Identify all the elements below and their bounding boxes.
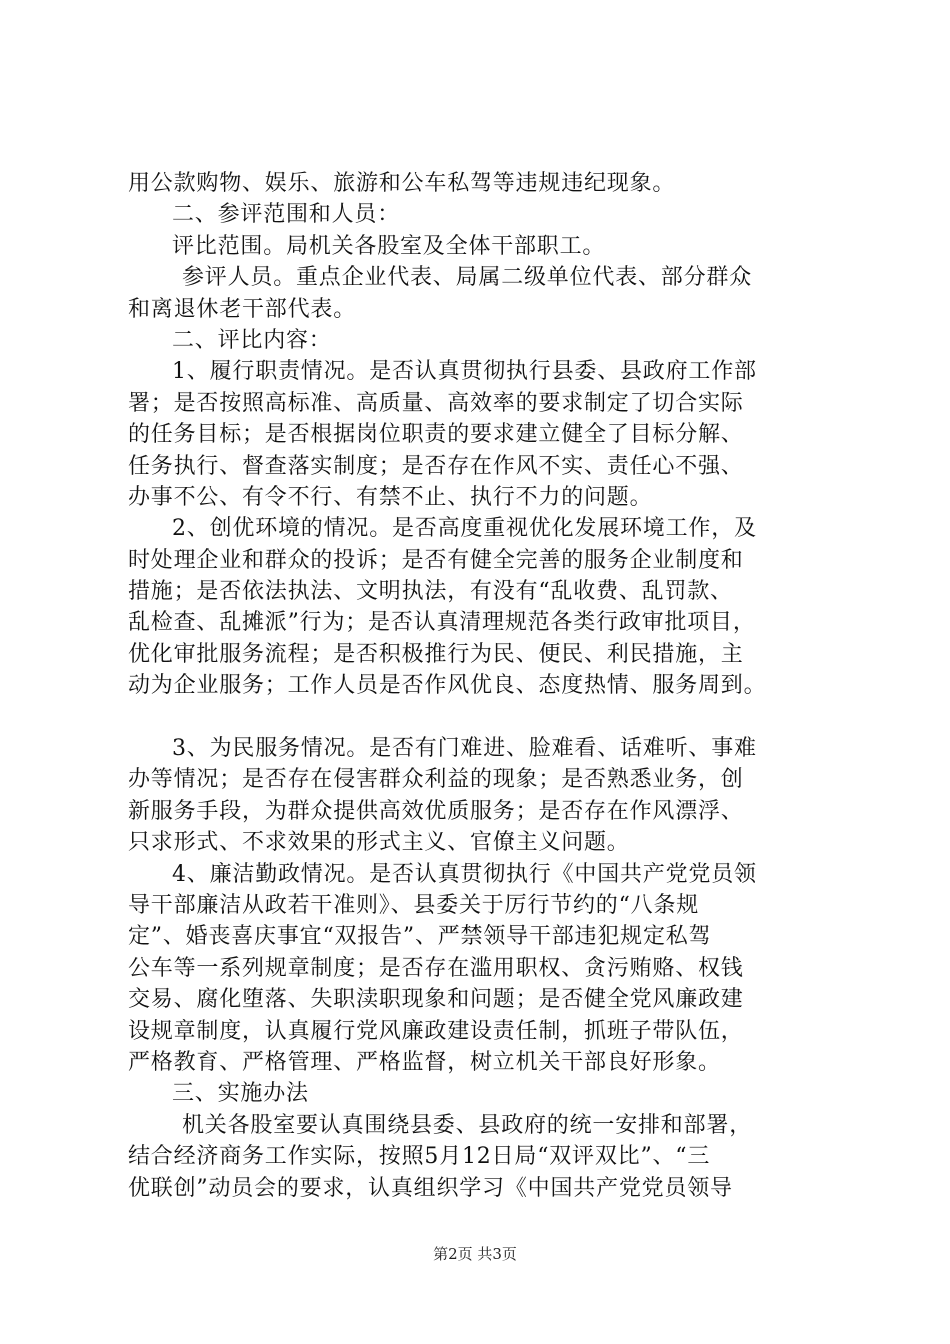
text-line: 4、廉洁勤政情况。是否认真贯彻执行《中国共产党党员领: [172, 861, 757, 887]
text-line: 2、创优环境的情况。是否高度重视优化发展环境工作，及: [172, 516, 757, 542]
text-line: 3、为民服务情况。是否有门难进、脸难看、话难听、事难: [172, 736, 757, 762]
text-line: 评比范围。局机关各股室及全体干部职工。: [172, 233, 606, 259]
text-line: 参评人员。重点企业代表、局属二级单位代表、部分群众: [182, 265, 753, 291]
text-line: 办等情况；是否存在侵害群众利益的现象；是否熟悉业务，创: [128, 767, 744, 793]
body-text: [128, 168, 848, 1204]
text-line: 新服务手段，为群众提供高效优质服务；是否存在作风漂浮、: [128, 798, 744, 824]
text-line: 和离退休老干部代表。: [128, 296, 357, 322]
text-line: 机关各股室要认真围绕县委、县政府的统一安排和部署，: [182, 1112, 753, 1138]
text-line: 办事不公、有令不行、有禁不止、执行不力的问题。: [128, 484, 653, 510]
text-line: 优联创”动员会的要求，认真组织学习《中国共产党党员领导: [128, 1175, 733, 1201]
text-line: 严格教育、严格管理、严格监督，树立机关干部良好形象。: [128, 1049, 721, 1075]
text-line: 结合经济商务工作实际，按照5月12日局“双评双比”、“三: [128, 1144, 711, 1170]
text-line: 的任务目标；是否根据岗位职责的要求建立健全了目标分解、: [128, 422, 744, 448]
blank-line: [128, 702, 848, 733]
text-line: 定”、婚丧喜庆事宜“双报告”、严禁领导干部违犯规定私驾: [128, 924, 712, 950]
text-line: 任务执行、督查落实制度；是否存在作风不实、责任心不强、: [128, 453, 744, 479]
page-indicator: 第2页 共3页: [433, 1245, 517, 1263]
section-heading: 二、评比内容：: [172, 327, 332, 353]
text-line: 署；是否按照高标准、高质量、高效率的要求制定了切合实际: [128, 390, 744, 416]
text-line: 动为企业服务；工作人员是否作风优良、态度热情、服务周到。: [128, 673, 767, 699]
text-line: 乱检查、乱摊派”行为；是否认真清理规范各类行政审批项目，: [128, 610, 756, 636]
text-line: 公车等一系列规章制度；是否存在滥用职权、贪污贿赂、权钱: [128, 955, 744, 981]
text-line: 1、履行职责情况。是否认真贯彻执行县委、县政府工作部: [172, 359, 757, 385]
text-line: 优化审批服务流程；是否积极推行为民、便民、利民措施，主: [128, 641, 744, 667]
text-line: 设规章制度，认真履行党风廉政建设责任制，抓班子带队伍，: [128, 1018, 744, 1044]
text-line: 时处理企业和群众的投诉；是否有健全完善的服务企业制度和: [128, 547, 744, 573]
section-heading: 二、参评范围和人员：: [172, 202, 401, 228]
text-line: 导干部廉洁从政若干准则》、县委关于厉行节约的“八条规: [128, 892, 700, 918]
text-line: 措施；是否依法执法、文明执法，有没有“乱收费、乱罚款、: [128, 579, 733, 605]
section-heading: 三、实施办法: [172, 1081, 309, 1107]
text-line: 交易、腐化堕落、失职渎职现象和问题；是否健全党风廉政建: [128, 987, 744, 1013]
page-footer: [0, 1244, 950, 1264]
text-line: 只求形式、不求效果的形式主义、官僚主义问题。: [128, 830, 630, 856]
text-line: 用公款购物、娱乐、旅游和公车私驾等违规违纪现象。: [128, 171, 676, 196]
